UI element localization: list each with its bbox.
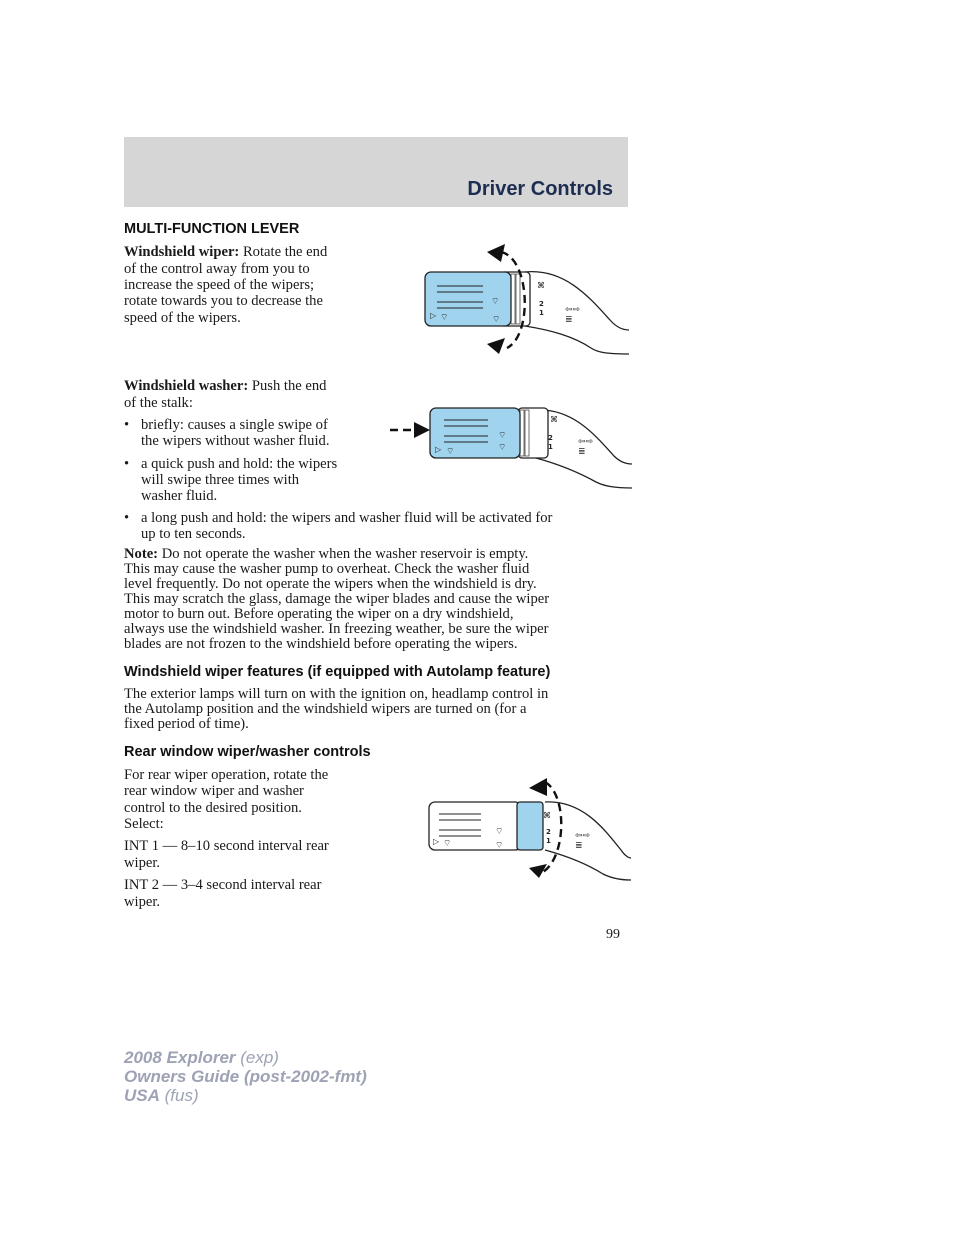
svg-text:▷: ▷ (433, 837, 440, 846)
rear-wiper-figure (425, 772, 635, 886)
arrow-head-top-icon (487, 244, 505, 262)
svg-text:⇦⇨: ⇦⇨ (565, 305, 581, 315)
svg-text:⌔: ⌔ (492, 315, 501, 325)
svg-text:⌔: ⌔ (495, 841, 504, 851)
svg-text:≣: ≣ (575, 841, 583, 851)
svg-text:⇦⇨: ⇦⇨ (575, 831, 591, 841)
svg-text:2: 2 (546, 828, 551, 836)
wiper-label: Windshield wiper: (124, 244, 240, 260)
push-arrow-head-icon (414, 422, 430, 438)
header-bar (124, 137, 628, 207)
svg-text:▷: ▷ (430, 311, 437, 320)
svg-text:≣: ≣ (578, 447, 586, 457)
svg-text:2: 2 (539, 300, 544, 308)
rear-arrow-head-top-icon (529, 778, 547, 796)
wiper-rotary-head (425, 272, 511, 326)
svg-text:⌔: ⌔ (491, 297, 500, 307)
svg-text:1: 1 (546, 837, 551, 845)
svg-text:≣: ≣ (565, 315, 573, 325)
washer-push-figure (388, 398, 634, 498)
list-item: • a quick push and hold: the wipers will swipe three times with washer fluid. (124, 456, 338, 505)
svg-text:⌔: ⌔ (440, 313, 449, 323)
svg-text:⌘: ⌘ (537, 281, 545, 290)
svg-text:⌘: ⌘ (543, 811, 551, 820)
svg-text:⇦⇨: ⇦⇨ (578, 437, 594, 447)
section-title: MULTI-FUNCTION LEVER (124, 221, 300, 237)
svg-text:⌔: ⌔ (498, 431, 507, 441)
page-section-title: Driver Controls (467, 178, 613, 200)
arrow-head-bottom-icon (487, 338, 505, 354)
rear-wiper-control-band (517, 802, 543, 850)
svg-text:▷: ▷ (435, 445, 442, 454)
note-label: Note: (124, 546, 159, 562)
document-footer: 2008 Explorer (exp) Owners Guide (post-2002-fmt) USA (fus) (124, 1048, 367, 1105)
svg-text:⌔: ⌔ (446, 447, 455, 457)
washer-stalk-end (430, 408, 520, 458)
page-number: 99 (606, 927, 620, 942)
autolamp-heading: Windshield wiper features (if equipped with Autolamp feature) (124, 664, 551, 680)
svg-text:⌔: ⌔ (495, 827, 504, 837)
svg-text:2: 2 (548, 434, 553, 442)
svg-text:⌔: ⌔ (498, 443, 507, 453)
wiper-rotate-figure (415, 240, 635, 360)
rear-wiper-heading: Rear window wiper/washer controls (124, 744, 371, 760)
svg-text:1: 1 (548, 443, 553, 451)
list-item: • a long push and hold: the wipers and washer fluid will be activated for up to ten seconds. (124, 510, 553, 543)
washer-label: Windshield washer: (124, 378, 249, 394)
rear-rotation-arrow-path (543, 782, 561, 872)
list-item: • briefly: causes a single swipe of the wipers without washer fluid. (124, 417, 330, 450)
svg-text:⌔: ⌔ (443, 839, 452, 849)
svg-text:1: 1 (539, 309, 544, 317)
svg-text:⌘: ⌘ (550, 415, 558, 424)
